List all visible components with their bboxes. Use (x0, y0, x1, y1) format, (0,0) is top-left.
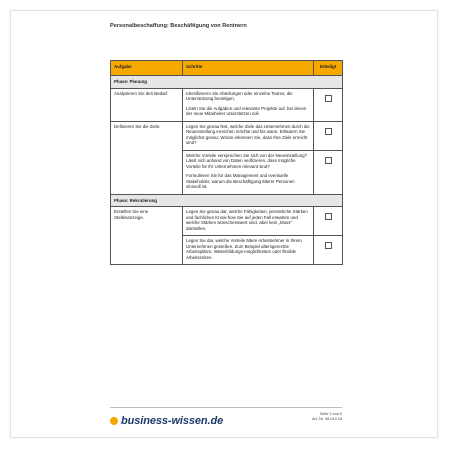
steps-cell (183, 150, 314, 194)
step-text: Listen Sie die Aufgaben und relevante Projekte auf, bei denen der neue Mitarbeiter unterstützen soll. (186, 105, 307, 116)
step-text: Legen Sie genau dar, welche Fähigkeiten, persönliche Stärken und fachliches Know-how Sie auf jeden Fall erwarten und welche Stärken wünschenswert sind, aber kein „Muss“ darstellen. (186, 209, 308, 231)
done-cell (314, 88, 343, 121)
done-checkbox[interactable] (325, 242, 332, 249)
task-cell: Analysieren Sie den Bedarf. (111, 88, 183, 121)
done-checkbox[interactable] (325, 128, 332, 135)
done-checkbox[interactable] (325, 213, 332, 220)
task-cell: Erstellen Sie eine Stellenanzeige. (111, 207, 183, 265)
article-number: Art.-Nr. 08.014.18 (312, 417, 342, 421)
document-title: Personalbeschaffung: Beschäftigung von Rentnern (110, 23, 247, 29)
table-row (111, 88, 343, 121)
table-body (111, 76, 343, 265)
done-cell (314, 207, 343, 236)
logo-text: business-wissen.de (121, 415, 224, 427)
done-cell (314, 121, 343, 150)
checklist-table (110, 60, 343, 265)
column-header-done: Erledigt (314, 61, 343, 76)
logo-dot-icon (110, 417, 118, 425)
phase-label: Phase: Rekrutierung (111, 194, 343, 207)
step-text: Identifizieren Sie Abteilungen oder einzelne Teams, die Unterstützung benötigen. (186, 90, 293, 101)
task-cell: Definieren Sie die Ziele. (111, 121, 183, 194)
phase-label: Phase: Planung (111, 76, 343, 89)
column-header-steps: Schritte (183, 61, 314, 76)
page-number: Seite 2 von 5 (319, 412, 342, 416)
phase-row (111, 76, 343, 89)
steps-cell (183, 121, 314, 150)
done-cell (314, 150, 343, 194)
done-cell (314, 236, 343, 265)
table-row (111, 121, 343, 150)
done-checkbox[interactable] (325, 95, 332, 102)
step-text: Legen Sie dar, welche Vorteile ältere Arbeitnehmer in Ihrem Unternehmen genießen. Zum Beispiel altersgerechte Arbeitsplätze, Weiterbildungs-möglichkeiten oder flexible Arbeitszeiten. (186, 238, 302, 260)
steps-cell (183, 88, 314, 121)
step-text: Formulieren Sie für das Management und eventuelle Stakeholder, warum die Beschäftigung älterer Personen sinnvoll ist. (186, 173, 295, 189)
table-header-row (111, 61, 343, 76)
brand-logo (110, 415, 223, 427)
step-text: Legen Sie genau fest, welche Ziele das Unternehmen durch die Neueinstellung erreichen möchte und bis wann. Erläutern Sie möglichst genau: Woran erkennen Sie, dass Ihre Ziele erreicht sind? (186, 123, 310, 145)
page-info (300, 412, 342, 422)
table-row (111, 207, 343, 236)
footer-divider (110, 407, 342, 408)
done-checkbox[interactable] (325, 157, 332, 164)
phase-row (111, 194, 343, 207)
steps-cell (183, 236, 314, 265)
step-text: Welche Vorteile versprechen Sie sich von der Neueinstellung? Lässt sich anhand von Daten verifizieren, dass mögliche Vorteile für Ihr Unternehmen relevant sind? (186, 152, 307, 169)
column-header-task: Aufgabe (111, 61, 183, 76)
steps-cell (183, 207, 314, 236)
